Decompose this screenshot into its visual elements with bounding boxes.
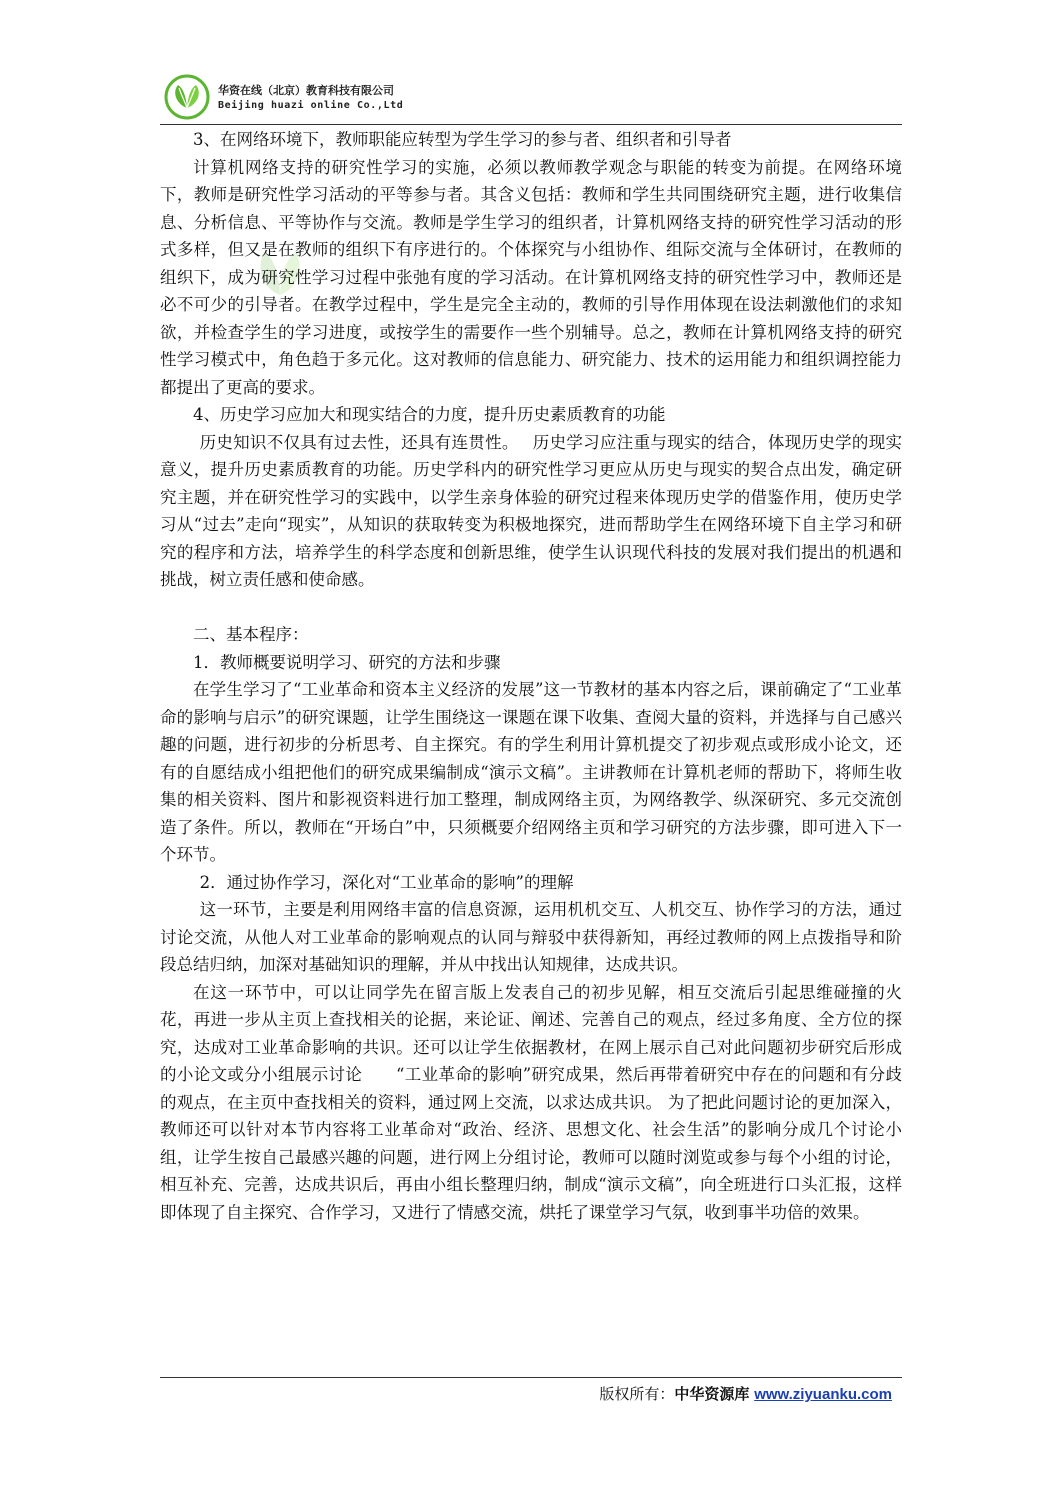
- paragraph-step-1: 在学生学习了“工业革命和资本主义经济的发展”这一节教材的基本内容之后，课前确定了“工业革命的影响与启示”的研究课题，让学生围绕这一课题在课下收集、查阅大量的资料，并选择与自己感兴趣的问题，进行初步的分析思考、自主探究。有的学生利用计算机提交了初步观点或形成小论文，还有的自愿结成小组把他们的研究成果编制成“演示文稿”。主讲教师在计算机老师的帮助下，将师生收集的相关资料、图片和影视资料进行加工整理，制成网络主页，为网络教学、纵深研究、多元交流创造了条件。所以，教师在“开场白”中，只须概要介绍网络主页和学习研究的方法步骤，即可进入下一个环节。: [160, 680, 902, 864]
- paragraph-step-2: 这一环节，主要是利用网络丰富的信息资源，运用机机交互、人机交互、协作学习的方法，通过讨论交流，从他人对工业革命的影响观点的认同与辩驳中获得新知，再经过教师的网上点拨指导和阶段总结归纳，加深对基础知识的理解，并从中找出认知规律，达成共识。: [160, 900, 902, 974]
- footer-link[interactable]: www.ziyuanku.com: [754, 1386, 892, 1403]
- section-heading-3: 3、在网络环境下，教师职能应转型为学生学习的参与者、组织者和引导者: [193, 130, 732, 149]
- page-footer: [599, 1384, 892, 1405]
- company-logo-icon: [164, 74, 210, 120]
- footer-divider: [160, 1377, 902, 1378]
- copyright-owner: 中华资源库: [674, 1385, 750, 1403]
- paragraph-step-2-detail: 在这一环节中，可以让同学先在留言版上发表自己的初步见解，相互交流后引起思维碰撞的火花，再进一步从主页上查找相关的论据，来论证、阐述、完善自己的观点，经过多角度、全方位的探究，达成对工业革命影响的共识。还可以让学生依据教材，在网上展示自己对此问题初步研究后形成的小论文或分小组展示讨论 “工业革命的影响”研究成果，然后再带着研究中存在的问题和有分歧的观点，在主页中查找相关的资料，通过网上交流，以求达成共识。 为了把此问题讨论的更加深入，教师还可以针对本节内容将工业革命对“政治、经济、思想文化、社会生活”的影响分成几个讨论小组，让学生按自己最感兴趣的问题，进行网上分组讨论，教师可以随时浏览或参与每个小组的讨论，相互补充、完善，达成共识后，再由小组长整理归纳，制成“演示文稿”，向全班进行口头汇报，这样即体现了自主探究、合作学习，又进行了情感交流，烘托了课堂学习气氛，收到事半功倍的效果。: [160, 982, 902, 1222]
- copyright-label: 版权所有：: [599, 1385, 675, 1403]
- spacer: [160, 594, 902, 622]
- company-name-cn: 华资在线（北京）教育科技有限公司: [218, 84, 394, 97]
- step-heading-1: 1．教师概要说明学习、研究的方法和步骤: [193, 652, 501, 672]
- section-heading-procedure: 二、基本程序：: [193, 625, 309, 644]
- company-name-en: Beijing huazi online Co.,Ltd: [218, 100, 404, 111]
- section-heading-4: 4、历史学习应加大和现实结合的力度，提升历史素质教育的功能: [193, 405, 666, 424]
- paragraph-history-reality: 历史知识不仅具有过去性，还具有连贯性。 历史学习应注重与现实的结合，体现历史学的现实意义，提升历史素质教育的功能。历史学科内的研究性学习更应从历史与现实的契合点出发，确定研究主题，并在研究性学习的实践中，以学生亲身体验的研究过程来体现历史学的借鉴作用，使历史学习从“过去”走向“现实”，从知识的获取转变为积极地探究，进而帮助学生在网络环境下自主学习和研究的程序和方法，培养学生的科学态度和创新思维，使学生认识现代科技的发展对我们提出的机遇和挑战，树立责任感和使命感。: [160, 432, 902, 589]
- header-divider: [160, 124, 902, 125]
- document-body: [160, 126, 902, 1226]
- paragraph-teacher-role: 计算机网络支持的研究性学习的实施，必须以教师教学观念与职能的转变为前提。在网络环境下，教师是研究性学习活动的平等参与者。其含义包括：教师和学生共同围绕研究主题，进行收集信息、分析信息、平等协作与交流。教师是学生学习的组织者，计算机网络支持的研究性学习活动的形式多样，但又是在教师的组织下有序进行的。个体探究与小组协作、组际交流与全体研讨，在教师的组织下，成为研究性学习过程中张弛有度的学习活动。在计算机网络支持的研究性学习中，教师还是必不可少的引导者。在教学过程中，学生是完全主动的，教师的引导作用体现在设法刺激他们的求知欲，并检查学生的学习进度，或按学生的需要作一些个别辅导。总之，教师在计算机网络支持的研究性学习模式中，角色趋于多元化。这对教师的信息能力、研究能力、技术的运用能力和组织调控能力都提出了更高的要求。: [160, 157, 902, 397]
- page-header: [160, 72, 902, 124]
- step-heading-2: 2．通过协作学习，深化对“工业革命的影响”的理解: [199, 872, 574, 892]
